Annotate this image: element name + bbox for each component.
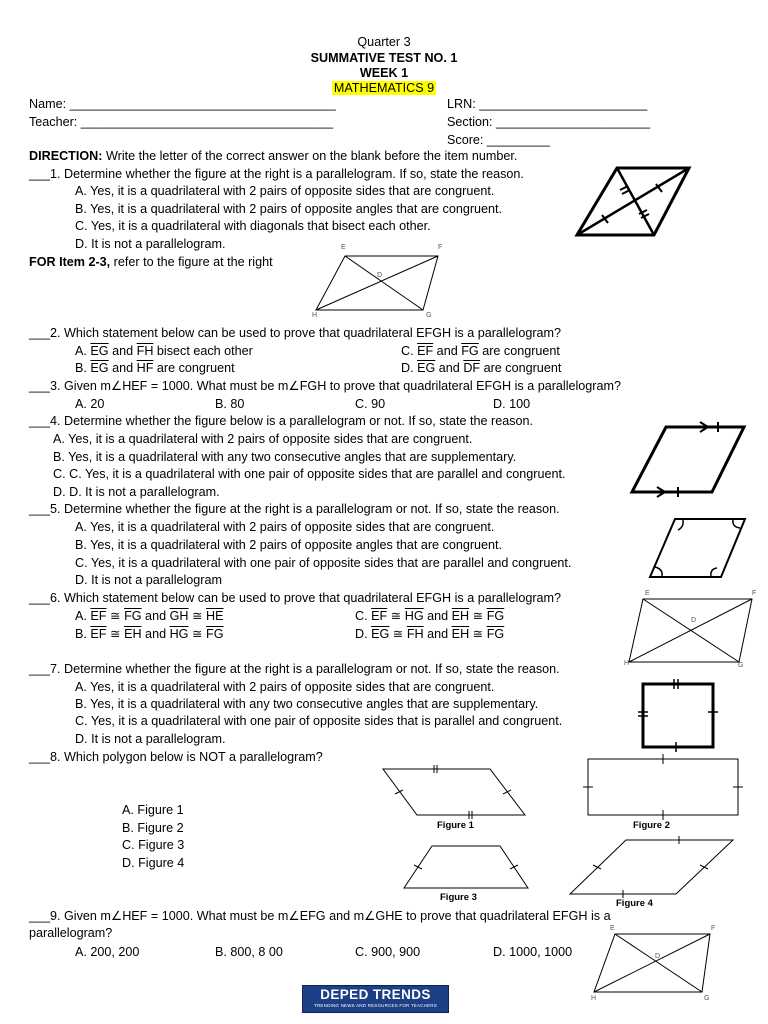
segment: $\overline{EG}$	[90, 344, 109, 358]
efgh-a-diagonal-eg	[345, 256, 423, 310]
segment: $\overline{FG}$	[124, 609, 142, 623]
vertex-label-h: H	[312, 312, 318, 319]
q5-choice-b[interactable]: B. Yes, it is a quadrilateral with 2 pairs of opposite angles that are congruent.	[75, 538, 503, 552]
q5-stem: ___5. Determine whether the figure at the right is a parallelogram or not. If so, state the reason.	[29, 502, 560, 516]
vertex-label-f: F	[711, 925, 716, 932]
q6-c-prefix: C.	[355, 609, 372, 623]
segment: $\overline{FG}$	[461, 344, 479, 358]
items-2-3-text: refer to the figure at the right	[110, 255, 273, 269]
figure-4-parallelogram	[567, 836, 737, 898]
vertex-label-d: D	[691, 617, 697, 624]
q2-d-post: are congruent	[480, 361, 562, 375]
q5-angle-mark	[678, 520, 683, 530]
q2-c-post: are congruent	[478, 344, 560, 358]
q9-stem: ___9. Given m∠HEF = 1000. What must be m∠EFG and m∠GHE to prove that quadrilateral EFGH is a	[29, 909, 611, 923]
figure-2-outline	[588, 759, 738, 815]
q6-a-and: and	[141, 609, 170, 623]
q7-outline	[643, 684, 713, 747]
q1-parallelogram-figure	[575, 164, 695, 238]
vertex-label-g: G	[738, 662, 744, 669]
direction-label: DIRECTION:	[29, 149, 103, 163]
vertex-label-d: D	[655, 953, 661, 960]
vertex-label-g: G	[426, 312, 432, 319]
q8-stem: ___8. Which polygon below is NOT a parallelogram?	[29, 750, 323, 764]
direction	[29, 149, 517, 164]
q9-choice-a[interactable]: A. 200, 200	[75, 945, 140, 959]
q2-b-prefix: B.	[75, 361, 91, 375]
lrn-field[interactable]: LRN: ________________________	[447, 97, 648, 111]
figure-1-caption: Figure 1	[437, 820, 474, 831]
items-2-3-note	[29, 255, 273, 270]
q3-choice-a[interactable]: A. 20	[75, 397, 105, 411]
q6-a-prefix: A.	[75, 609, 91, 623]
vertex-label-h: H	[624, 660, 630, 667]
q6-a-op: ≅	[106, 609, 125, 623]
q6-stem: ___6. Which statement below can be used to prove that quadrilateral EFGH is a parallelogram?	[29, 591, 562, 605]
q5-angle-mark	[711, 568, 717, 576]
q5-parallelogram-figure	[647, 515, 749, 581]
q2-b-mid: and	[108, 361, 137, 375]
q4-outline	[632, 427, 744, 492]
figure-3-tick	[510, 865, 518, 869]
q1-choice-d[interactable]: D. It is not a parallelogram.	[75, 237, 226, 251]
logo-tagline: TRENDING NEWS AND RESOURCES FOR TEACHERS	[314, 1003, 437, 1008]
q8-choice-d[interactable]: D. Figure 4	[122, 856, 185, 870]
q6-c-op: ≅	[387, 609, 405, 623]
efgh-c-diagonal-eg	[615, 934, 702, 992]
q1-choice-b[interactable]: B. Yes, it is a quadrilateral with 2 pairs of opposite angles that are congruent.	[75, 202, 503, 216]
vertex-label-e: E	[341, 244, 346, 251]
subject-label	[0, 81, 768, 96]
q1-choice-a[interactable]: A. Yes, it is a quadrilateral with 2 pairs of opposite sides that are congruent.	[75, 184, 495, 198]
test-title: SUMMATIVE TEST NO. 1	[310, 51, 458, 65]
q7-square-figure	[636, 676, 718, 752]
q2-d-mid: and	[435, 361, 464, 375]
q4-choice-a[interactable]: A. Yes, it is a quadrilateral with 2 pairs of opposite sides that are congruent.	[53, 432, 473, 446]
q9-choice-c[interactable]: C. 900, 900	[355, 945, 421, 959]
figure-3-trapezoid	[400, 842, 532, 892]
q4-choice-d[interactable]: D. D. It is not a parallelogram.	[53, 485, 220, 499]
figure-1-parallelogram	[377, 765, 529, 819]
q6-b-op: ≅	[188, 627, 207, 641]
vertex-label-e: E	[610, 925, 615, 932]
q1-tick	[622, 190, 630, 194]
q6-b-prefix: B.	[75, 627, 91, 641]
segment: $\overline{GH}$	[169, 609, 189, 623]
segment: $\overline{EH}$	[124, 627, 142, 641]
q7-choice-a[interactable]: A. Yes, it is a quadrilateral with 2 pairs of opposite sides that are congruent.	[75, 680, 495, 694]
q5-outline	[650, 519, 745, 577]
q6-d-op: ≅	[469, 627, 487, 641]
figure-4-tick	[700, 865, 708, 869]
q7-choice-b[interactable]: B. Yes, it is a quadrilateral with any two consecutive angles that are supplementary.	[75, 697, 539, 711]
segment: $\overline{FH}$	[406, 627, 424, 641]
figure-3-caption: Figure 3	[440, 892, 477, 903]
segment: $\overline{EG}$	[90, 361, 109, 375]
q7-choice-d[interactable]: D. It is not a parallelogram.	[75, 732, 226, 746]
figure-4-caption: Figure 4	[616, 898, 653, 909]
efgh-figure-b	[625, 594, 757, 668]
q4-choice-b[interactable]: B. Yes, it is a quadrilateral with any two consecutive angles that are supplementary.	[53, 450, 517, 464]
q1-diagonal-1	[617, 168, 654, 235]
q6-c-and: and	[423, 609, 452, 623]
logo-text: DEPED TRENDS	[320, 987, 431, 1002]
section-field[interactable]: Section: ______________________	[447, 115, 651, 129]
direction-text: Write the letter of the correct answer on the blank before the item number.	[102, 149, 518, 163]
segment: $\overline{EF}$	[371, 609, 388, 623]
vertex-label-f: F	[752, 590, 757, 597]
q2-stem: ___2. Which statement below can be used to prove that quadrilateral EFGH is a parallelogram?	[29, 326, 562, 340]
q6-b-op: ≅	[106, 627, 125, 641]
segment: $\overline{EH}$	[451, 627, 470, 641]
q8-choice-b[interactable]: B. Figure 2	[122, 821, 184, 835]
q2-choice-c[interactable]	[401, 344, 560, 359]
efgh-a-diagonal-fh	[316, 256, 438, 310]
q6-choice-d[interactable]	[355, 627, 504, 642]
deped-trends-logo	[302, 985, 449, 1013]
q5-angle-mark	[733, 520, 740, 528]
q2-c-prefix: C.	[401, 344, 418, 358]
q5-choice-c[interactable]: C. Yes, it is a quadrilateral with one pair of opposite sides that are parallel and congruent.	[75, 556, 572, 570]
q4-choice-c[interactable]: C. C. Yes, it is a quadrilateral with one pair of opposite sides that are parallel and congruent.	[53, 467, 566, 481]
q8-choice-a[interactable]: A. Figure 1	[122, 803, 184, 817]
segment: $\overline{HE}$	[206, 609, 224, 623]
q1-choice-c[interactable]: C. Yes, it is a quadrilateral with diagonals that bisect each other.	[75, 219, 431, 233]
segment: $\overline{EG}$	[417, 361, 436, 375]
q6-choice-b[interactable]	[75, 627, 224, 642]
segment: $\overline{EG}$	[371, 627, 390, 641]
segment: $\overline{FG}$	[206, 627, 224, 641]
efgh-figure-c	[591, 928, 715, 998]
teacher-field[interactable]: Teacher: ____________________________________	[29, 115, 333, 129]
figure-3-outline	[404, 846, 528, 888]
segment: $\overline{DF}$	[463, 361, 481, 375]
q6-choice-c[interactable]	[355, 609, 504, 624]
q2-d-prefix: D.	[401, 361, 418, 375]
q7-choice-c[interactable]: C. Yes, it is a quadrilateral with one pair of opposite sides that is parallel and congruent.	[75, 714, 563, 728]
q2-c-mid: and	[433, 344, 462, 358]
segment: $\overline{HF}$	[136, 361, 154, 375]
q6-a-op: ≅	[188, 609, 207, 623]
q9-stem-continued: parallelogram?	[29, 926, 113, 940]
q3-choice-d[interactable]: D. 100	[493, 397, 531, 411]
q4-parallelogram-figure	[628, 422, 750, 498]
vertex-label-d: D	[377, 272, 383, 279]
q5-angle-mark	[655, 567, 662, 576]
segment: $\overline{FG}$	[486, 609, 505, 623]
q2-choice-b[interactable]	[75, 361, 235, 376]
q6-d-and: and	[423, 627, 452, 641]
q1-stem: ___1. Determine whether the figure at the right is a parallelogram. If so, state the reason.	[29, 167, 524, 181]
segment: $\overline{FG}$	[486, 627, 505, 641]
vertex-label-g: G	[704, 995, 710, 1002]
q2-choice-a[interactable]	[75, 344, 253, 359]
figure-2-caption: Figure 2	[633, 820, 670, 831]
week-label: WEEK 1	[359, 66, 409, 80]
vertex-label-e: E	[645, 590, 650, 597]
items-2-3-label: FOR Item 2-3,	[29, 255, 111, 269]
q7-stem: ___7. Determine whether the figure at the right is a parallelogram or not. If so, state the reason.	[29, 662, 560, 676]
q6-d-prefix: D.	[355, 627, 372, 641]
figure-3-tick	[414, 865, 422, 869]
q6-c-op: ≅	[469, 609, 487, 623]
q2-a-prefix: A.	[75, 344, 91, 358]
segment: $\overline{HG}$	[404, 609, 424, 623]
efgh-figure-a	[313, 248, 443, 318]
efgh-b-diagonal-fh	[629, 599, 752, 662]
q5-choice-a[interactable]: A. Yes, it is a quadrilateral with 2 pairs of opposite sides that are congruent.	[75, 520, 495, 534]
figure-4-outline	[570, 840, 733, 894]
segment: $\overline{EF}$	[90, 609, 107, 623]
q6-d-op: ≅	[389, 627, 407, 641]
score-field[interactable]: Score: _________	[447, 133, 550, 147]
segment: $\overline{EH}$	[451, 609, 470, 623]
q3-choice-b[interactable]: B. 80	[215, 397, 245, 411]
segment: $\overline{EF}$	[417, 344, 434, 358]
q5-choice-d[interactable]: D. It is not a parallelogram	[75, 573, 222, 587]
segment: $\overline{FH}$	[136, 344, 154, 358]
q4-stem: ___4. Determine whether the figure below is a parallelogram or not. If so, state the reason.	[29, 414, 534, 428]
q6-choice-a[interactable]	[75, 609, 224, 624]
q6-b-and: and	[141, 627, 170, 641]
q2-a-mid: and	[108, 344, 137, 358]
figure-2-rectangle	[583, 754, 743, 820]
segment: $\overline{HG}$	[169, 627, 189, 641]
q2-b-post: are congruent	[153, 361, 235, 375]
q8-choice-c[interactable]: C. Figure 3	[122, 838, 185, 852]
q9-choice-d[interactable]: D. 1000, 1000	[493, 945, 573, 959]
segment: $\overline{EF}$	[90, 627, 107, 641]
vertex-label-h: H	[591, 995, 597, 1002]
q3-choice-c[interactable]: C. 90	[355, 397, 386, 411]
figure-1-outline	[383, 769, 525, 815]
name-field[interactable]: Name: ______________________________________	[29, 97, 336, 111]
q9-choice-b[interactable]: B. 800, 8 00	[215, 945, 283, 959]
subject-highlight: MATHEMATICS 9	[333, 81, 435, 95]
q2-a-post: bisect each other	[153, 344, 253, 358]
quarter-label: Quarter 3	[357, 35, 411, 49]
q2-choice-d[interactable]	[401, 361, 561, 376]
vertex-label-f: F	[438, 244, 443, 251]
q3-stem: ___3. Given m∠HEF = 1000. What must be m∠FGH to prove that quadrilateral EFGH is a parallelogram?	[29, 379, 621, 393]
